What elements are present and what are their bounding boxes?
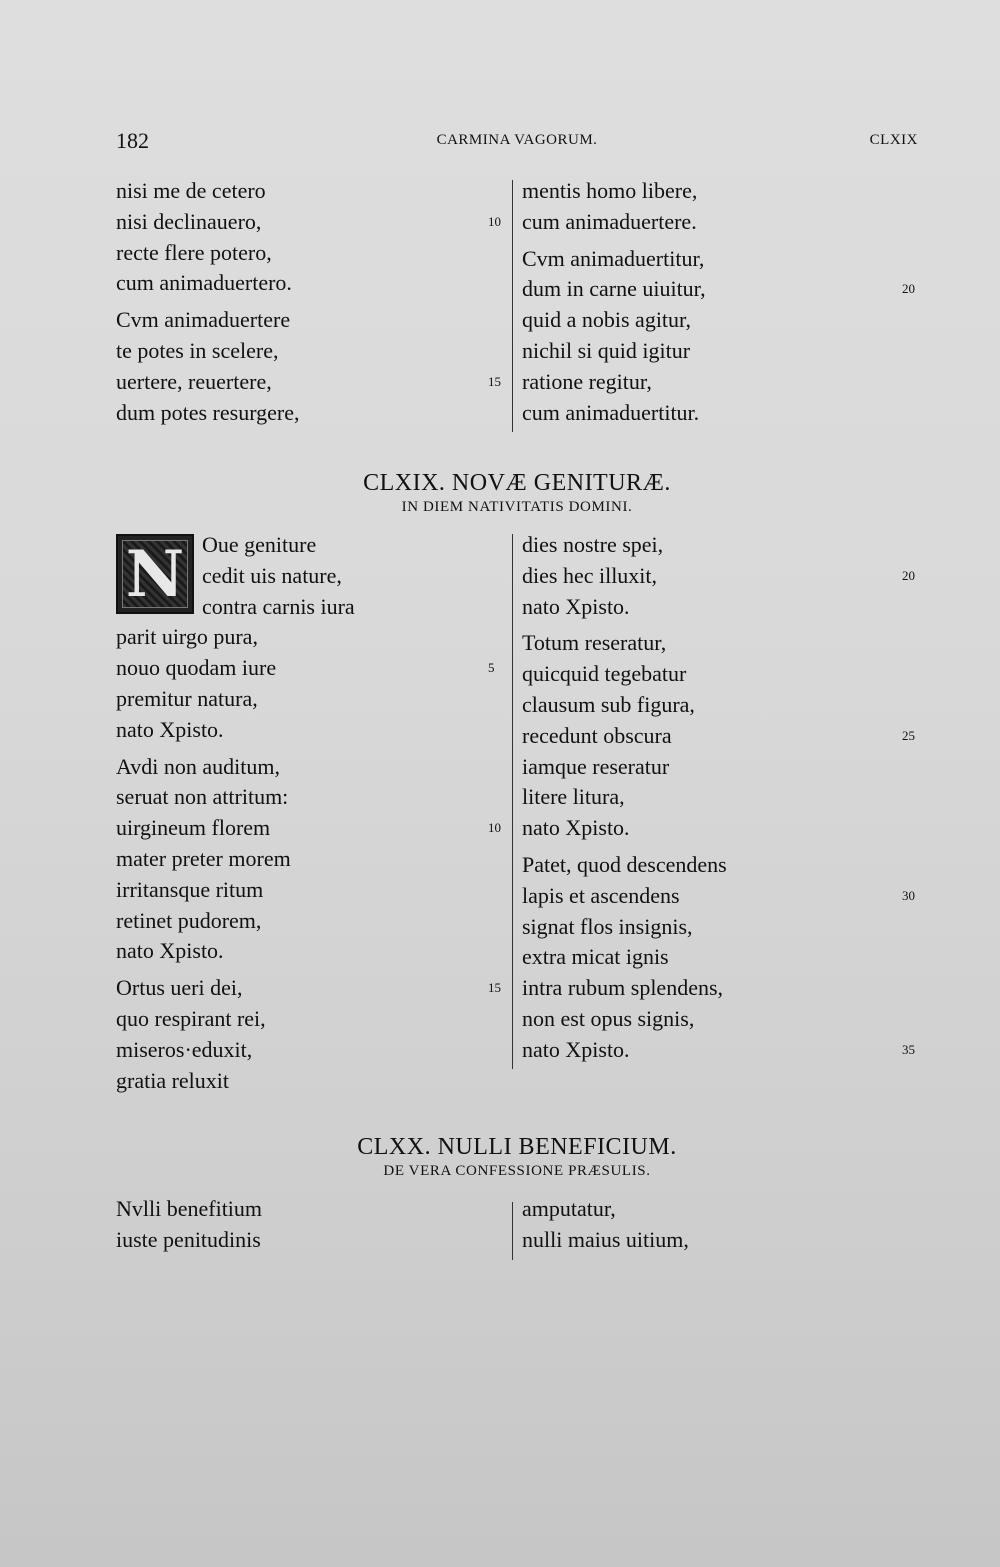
verse-line bbox=[522, 244, 918, 275]
line-number: 30 bbox=[902, 887, 915, 903]
verse-text: parit uirgo pura, bbox=[116, 624, 258, 650]
verse-text: extra micat ignis bbox=[522, 944, 669, 970]
initial-letter: N bbox=[125, 537, 185, 612]
right-column bbox=[522, 1194, 918, 1256]
verse-text: seruat non attritum: bbox=[116, 784, 289, 810]
line-number: 20 bbox=[902, 567, 915, 583]
column-divider bbox=[512, 180, 513, 432]
verse-text: dum in carne uiuitur, bbox=[522, 276, 706, 302]
verse-text: retinet pudorem, bbox=[116, 907, 262, 933]
right-column bbox=[522, 530, 918, 1066]
verse-text: uirgineum florem bbox=[116, 815, 271, 841]
section-number: CLXIX bbox=[869, 132, 918, 148]
verse-line bbox=[522, 274, 918, 305]
poem-title: CLXIX. NOVÆ GENITURÆ. bbox=[363, 470, 671, 496]
verse-text: mater preter morem bbox=[116, 845, 291, 871]
verse-line bbox=[116, 367, 501, 398]
poem-170-body bbox=[116, 1194, 918, 1264]
verse-text: clausum sub figura, bbox=[522, 691, 695, 717]
verse-line bbox=[116, 782, 501, 813]
verse-line bbox=[116, 653, 501, 684]
verse-text: Patet, quod descendens bbox=[522, 851, 727, 877]
page-header bbox=[116, 128, 918, 156]
verse-line bbox=[116, 530, 501, 561]
verse-line bbox=[522, 176, 918, 207]
verse-line bbox=[522, 336, 918, 367]
verse-line bbox=[522, 592, 918, 623]
verse-text: nulli maius uitium, bbox=[522, 1226, 689, 1252]
verse-line bbox=[522, 1225, 918, 1256]
verse-line bbox=[116, 875, 501, 906]
line-number: 20 bbox=[902, 281, 915, 297]
verse-text: nato Xpisto. bbox=[116, 938, 224, 964]
verse-text: nato Xpisto. bbox=[522, 815, 630, 841]
verse-line bbox=[522, 1035, 918, 1066]
verse-line bbox=[522, 942, 918, 973]
verse-line bbox=[116, 813, 501, 844]
verse-line bbox=[116, 844, 501, 875]
verse-line bbox=[116, 1035, 501, 1066]
running-title: CARMINA VAGORUM. bbox=[436, 132, 598, 148]
poem-title: CLXX. NULLI BENEFICIUM. bbox=[357, 1134, 677, 1160]
verse-text: non est opus signis, bbox=[522, 1005, 695, 1031]
verse-line bbox=[522, 367, 918, 398]
verse-line bbox=[116, 752, 501, 783]
verse-text: lapis et ascendens bbox=[522, 882, 680, 908]
line-number: 35 bbox=[902, 1041, 915, 1057]
verse-text: Cvm animaduertitur, bbox=[522, 245, 705, 271]
verse-line bbox=[116, 592, 501, 623]
verse-line bbox=[522, 1194, 918, 1225]
verse-text: quicquid tegebatur bbox=[522, 661, 687, 687]
column-divider bbox=[512, 534, 513, 1069]
right-column bbox=[522, 176, 918, 428]
verse-text: Cvm animaduertere bbox=[116, 307, 291, 333]
verse-line bbox=[116, 207, 501, 238]
verse-line bbox=[522, 782, 918, 813]
verse-text: cedit uis nature, bbox=[202, 562, 342, 588]
verse-line bbox=[522, 881, 918, 912]
line-number: 5 bbox=[488, 660, 495, 676]
verse-line bbox=[522, 752, 918, 783]
verse-line bbox=[116, 906, 501, 937]
verse-line bbox=[522, 398, 918, 429]
verse-text: quid a nobis agitur, bbox=[522, 307, 691, 333]
left-column bbox=[116, 176, 501, 428]
poem-subtitle: DE VERA CONFESSIONE PRÆSULIS. bbox=[383, 1163, 651, 1179]
verse-text: nisi me de cetero bbox=[116, 178, 266, 203]
verse-text: nichil si quid igitur bbox=[522, 337, 691, 363]
poem-subtitle: IN DIEM NATIVITATIS DOMINI. bbox=[401, 499, 633, 515]
verse-text: dum potes resurgere, bbox=[116, 399, 300, 425]
verse-line bbox=[522, 305, 918, 336]
verse-line bbox=[522, 973, 918, 1004]
verse-text: recedunt obscura bbox=[522, 722, 672, 748]
verse-line bbox=[522, 850, 918, 881]
verse-text: Oue geniture bbox=[202, 532, 317, 557]
poem-170-heading bbox=[116, 1134, 918, 1180]
verse-text: recte flere potero, bbox=[116, 239, 272, 265]
verse-line bbox=[522, 207, 918, 238]
verse-text: uertere, reuertere, bbox=[116, 368, 272, 394]
verse-line bbox=[116, 305, 501, 336]
verse-text: intra rubum splendens, bbox=[522, 975, 724, 1001]
verse-line bbox=[116, 1194, 501, 1225]
verse-text: cum animaduertere. bbox=[522, 208, 697, 234]
verse-text: nato Xpisto. bbox=[522, 1036, 630, 1062]
verse-text: dies hec illuxit, bbox=[522, 562, 658, 588]
verse-line bbox=[116, 1004, 501, 1035]
poem-169-heading bbox=[116, 470, 918, 516]
verse-text: amputatur, bbox=[522, 1196, 616, 1221]
column-divider bbox=[512, 1202, 513, 1260]
left-column bbox=[116, 1194, 501, 1256]
verse-line bbox=[116, 1066, 501, 1097]
verse-line bbox=[522, 813, 918, 844]
verse-text: contra carnis iura bbox=[202, 593, 355, 619]
verse-text: quo respirant rei, bbox=[116, 1005, 266, 1031]
poem-168-continuation bbox=[116, 176, 918, 434]
verse-line bbox=[116, 973, 501, 1004]
verse-text: signat flos insignis, bbox=[522, 913, 693, 939]
verse-line bbox=[522, 1004, 918, 1035]
poem-169-body bbox=[116, 530, 918, 1100]
verse-text: dies nostre spei, bbox=[522, 532, 664, 557]
verse-text: nato Xpisto. bbox=[116, 716, 224, 742]
verse-line bbox=[116, 1225, 501, 1256]
verse-line bbox=[522, 912, 918, 943]
verse-line bbox=[522, 721, 918, 752]
verse-text: iuste penitudinis bbox=[116, 1226, 261, 1252]
line-number: 25 bbox=[902, 727, 915, 743]
verse-line bbox=[116, 268, 501, 299]
verse-text: gratia reluxit bbox=[116, 1067, 230, 1093]
verse-line bbox=[522, 690, 918, 721]
verse-text: Avdi non auditum, bbox=[116, 753, 280, 779]
verse-text: Totum reseratur, bbox=[522, 630, 667, 656]
verse-text: iamque reseratur bbox=[522, 753, 670, 779]
verse-text: cum animaduertero. bbox=[116, 270, 292, 296]
verse-line bbox=[116, 715, 501, 746]
verse-text: Ortus ueri dei, bbox=[116, 975, 243, 1001]
verse-text: irritansque ritum bbox=[116, 876, 264, 902]
verse-text: nouo quodam iure bbox=[116, 655, 277, 681]
verse-line bbox=[522, 561, 918, 592]
line-number: 15 bbox=[488, 373, 501, 389]
verse-text: ratione regitur, bbox=[522, 368, 652, 394]
verse-text: nisi declinauero, bbox=[116, 208, 262, 234]
verse-line bbox=[116, 176, 501, 207]
verse-line bbox=[522, 530, 918, 561]
verse-text: nato Xpisto. bbox=[522, 593, 630, 619]
verse-text: miseros·eduxit, bbox=[116, 1036, 253, 1062]
verse-text: premitur natura, bbox=[116, 685, 258, 711]
verse-line bbox=[522, 628, 918, 659]
verse-line bbox=[116, 684, 501, 715]
left-column bbox=[116, 530, 501, 1096]
verse-text: cum animaduertitur. bbox=[522, 399, 700, 425]
verse-line bbox=[116, 936, 501, 967]
verse-text: litere litura, bbox=[522, 784, 625, 810]
line-number: 15 bbox=[488, 980, 501, 996]
verse-text: Nvlli benefitium bbox=[116, 1196, 263, 1221]
verse-line bbox=[116, 398, 501, 429]
verse-line bbox=[116, 561, 501, 592]
verse-text: mentis homo libere, bbox=[522, 178, 698, 203]
line-number: 10 bbox=[488, 213, 501, 229]
line-number: 10 bbox=[488, 820, 501, 836]
verse-line bbox=[116, 238, 501, 269]
page-number: 182 bbox=[116, 128, 149, 153]
verse-line bbox=[522, 659, 918, 690]
verse-line bbox=[116, 336, 501, 367]
verse-line bbox=[116, 622, 501, 653]
verse-text: te potes in scelere, bbox=[116, 337, 279, 363]
